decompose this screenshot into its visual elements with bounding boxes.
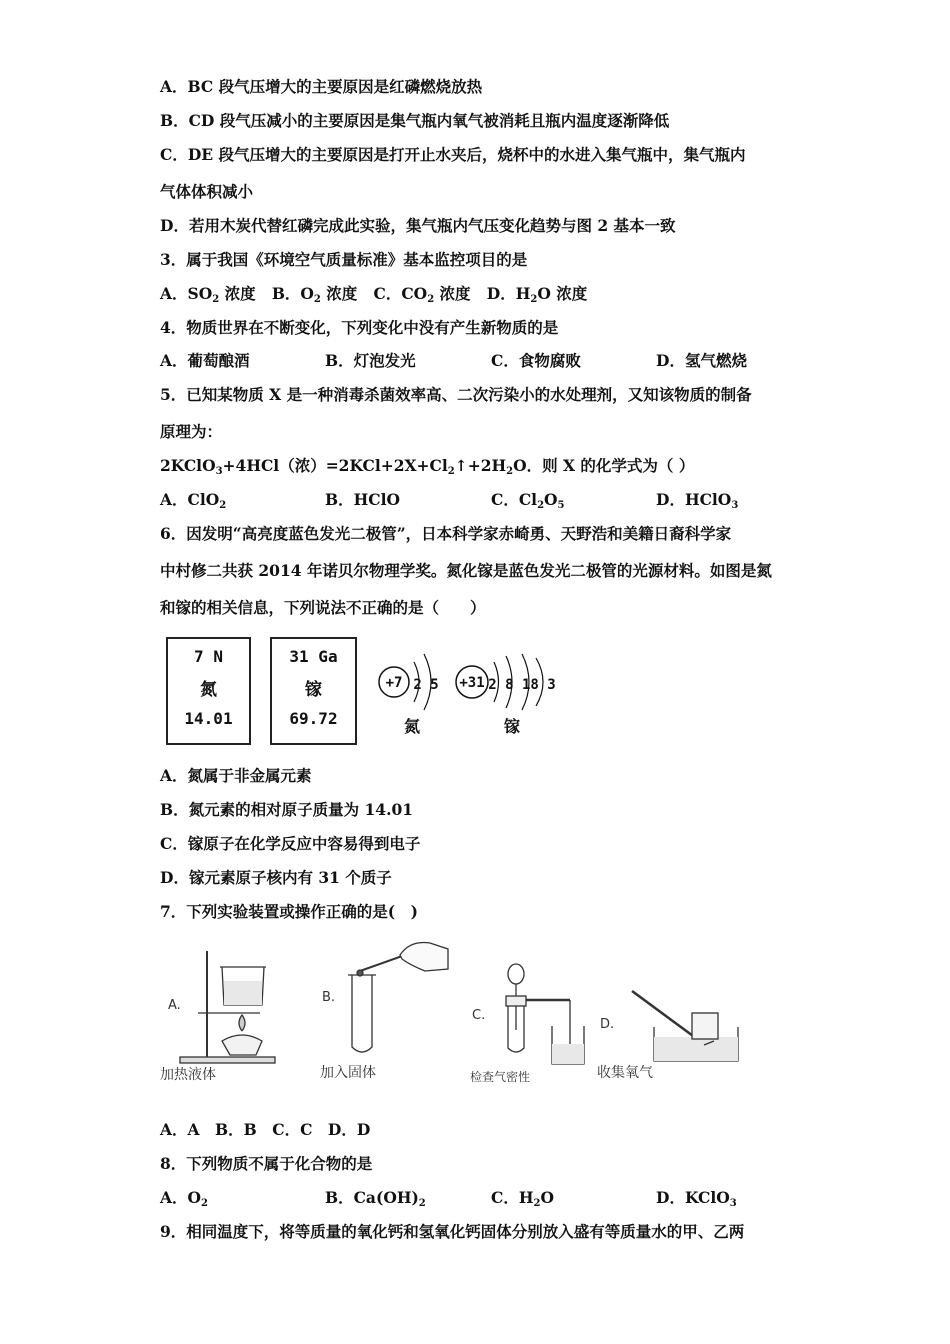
figure-a-letter: A. xyxy=(168,998,181,1013)
q4-option-a: A．葡萄酿酒 xyxy=(160,351,250,370)
gallium-element-box xyxy=(270,637,357,745)
q2-option-a: A．BC 段气压增大的主要原因是红磷燃烧放热 xyxy=(160,77,483,96)
q4-option-c: C．食物腐败 xyxy=(491,351,581,370)
test-tube xyxy=(352,975,372,1052)
q8-option-b: B．$Ca(OH)_2$ xyxy=(325,1188,426,1209)
beaker-water xyxy=(552,1044,584,1064)
q6-option-d: D．镓元素原子核内有 31 个质子 xyxy=(160,868,392,887)
q5-option-d: D．HClO$_3$ xyxy=(656,490,739,511)
nitrogen-shell-electrons: 2 5 xyxy=(413,677,439,693)
gallium-atom-diagram xyxy=(456,654,556,736)
q5-equation: 2KClO$_3$+4HCl（浓）$=2KCl+2X+Cl_2↑+2H_2O$．则 X 的化学式为（ ） xyxy=(160,456,695,477)
nitrogen-name: 氮 xyxy=(200,680,217,700)
q3-option-c: C．$CO_2$ 浓度 xyxy=(373,284,471,305)
figure-c-caption: 检查气密性 xyxy=(470,1070,531,1084)
atom-structure-diagrams xyxy=(370,640,570,740)
q6-stem-cont1: 中村修二共获 2014 年诺贝尔物理学奖。氮化镓是蓝色发光二极管的光源材料。如图是氮 xyxy=(160,561,772,580)
solid-particle xyxy=(357,970,363,976)
lamp-flame xyxy=(239,1015,245,1031)
nitrogen-atom-diagram xyxy=(379,654,439,736)
q5-option-c: C．$Cl_2O_5$ xyxy=(491,490,565,511)
q5-stem: 5．已知某物质 X 是一种消毒杀菌效率高、二次污染小的水处理剂，又知该物质的制备 xyxy=(160,385,752,404)
gallium-nucleus-label: +31 xyxy=(459,675,485,691)
q7-options: A．A B．B C．C D．D xyxy=(160,1120,371,1139)
nitrogen-element-box xyxy=(166,637,251,745)
q2-option-d: D．若用木炭代替红磷完成此实验，集气瓶内气压变化趋势与图 2 基本一致 xyxy=(160,216,676,235)
q6-stem: 6．因发明“高亮度蓝色发光二极管”，日本科学家赤崎勇、天野浩和美籍日裔科学家 xyxy=(160,524,732,543)
q3-option-a: A．$SO_2$ 浓度 xyxy=(160,284,256,305)
gallium-shell-electrons: 2 8 18 3 xyxy=(488,677,556,693)
q6-option-c: C．镓原子在化学反应中容易得到电子 xyxy=(160,834,421,853)
q2-option-b: B．CD 段气压减小的主要原因是集气瓶内氧气被消耗且瓶内温度逐渐降低 xyxy=(160,111,670,130)
alcohol-lamp xyxy=(222,1035,262,1055)
q7-stem: 7．下列实验装置或操作正确的是( ) xyxy=(160,902,418,921)
q5-option-b: B．HClO xyxy=(325,490,400,509)
tweezers xyxy=(360,955,405,971)
q3-stem: 3．属于我国《环境空气质量标准》基本监控项目的是 xyxy=(160,250,528,269)
figure-d-collecting-oxygen xyxy=(620,985,750,1065)
funnel-bulb xyxy=(508,964,524,984)
gallium-name: 镓 xyxy=(305,680,322,700)
figure-a-caption: 加热液体 xyxy=(160,1067,216,1083)
nitrogen-atom-name: 氮 xyxy=(403,717,421,736)
gallium-mass: 69.72 xyxy=(289,709,338,728)
figure-d-letter: D. xyxy=(600,1017,615,1032)
q3-options xyxy=(160,284,587,304)
hand xyxy=(400,943,448,972)
beaker-liquid xyxy=(224,981,262,1005)
figure-c-airtightness-check xyxy=(480,960,600,1070)
q4-stem: 4．物质世界在不断变化，下列变化中没有产生新物质的是 xyxy=(160,318,559,337)
gas-jar xyxy=(692,1013,718,1039)
q5-stem-cont: 原理为： xyxy=(160,422,223,441)
gallium-atom-name: 镓 xyxy=(503,717,521,736)
nitrogen-number-symbol: 7 N xyxy=(194,647,223,666)
q8-option-a: A．$O_2$ xyxy=(160,1188,208,1209)
figure-c-letter: C. xyxy=(472,1008,486,1023)
q6-stem-cont2: 和镓的相关信息，下列说法不正确的是（ ） xyxy=(160,598,486,617)
figure-b-letter: B. xyxy=(322,990,336,1005)
q6-option-b: B．氮元素的相对原子质量为 14.01 xyxy=(160,800,414,819)
trough-water xyxy=(654,1037,738,1061)
nitrogen-nucleus-label: +7 xyxy=(385,675,403,691)
q2-option-c-cont: 气体体积减小 xyxy=(160,182,254,201)
q3-option-b: B．$O_2$ 浓度 xyxy=(271,284,358,305)
q4-option-b: B．灯泡发光 xyxy=(325,351,416,370)
q5-option-a: A．ClO$_2$ xyxy=(160,490,227,511)
figure-b-caption: 加入固体 xyxy=(320,1065,376,1081)
q6-option-a: A．氮属于非金属元素 xyxy=(160,766,312,785)
q2-option-c: C．DE 段气压增大的主要原因是打开止水夹后，烧杯中的水进入集气瓶中，集气瓶内 xyxy=(160,145,746,164)
figure-b-adding-solid xyxy=(330,935,455,1060)
q3-option-d: D．$H_2O$ 浓度 xyxy=(486,284,588,305)
gallium-number-symbol: 31 Ga xyxy=(289,647,338,666)
figure-d-caption: 收集氧气 xyxy=(597,1065,653,1081)
q8-option-d: D．KClO$_3$ xyxy=(656,1188,737,1209)
stopper xyxy=(506,996,526,1006)
q9-stem: 9．相同温度下，将等质量的氧化钙和氢氧化钙固体分别放入盛有等质量水的甲、乙两 xyxy=(160,1222,745,1241)
q8-option-c: C．$H_2O$ xyxy=(491,1188,554,1209)
stand-base xyxy=(180,1057,275,1063)
nitrogen-mass: 14.01 xyxy=(184,709,233,728)
q8-stem: 8．下列物质不属于化合物的是 xyxy=(160,1154,373,1173)
q4-option-d: D．氢气燃烧 xyxy=(656,351,747,370)
